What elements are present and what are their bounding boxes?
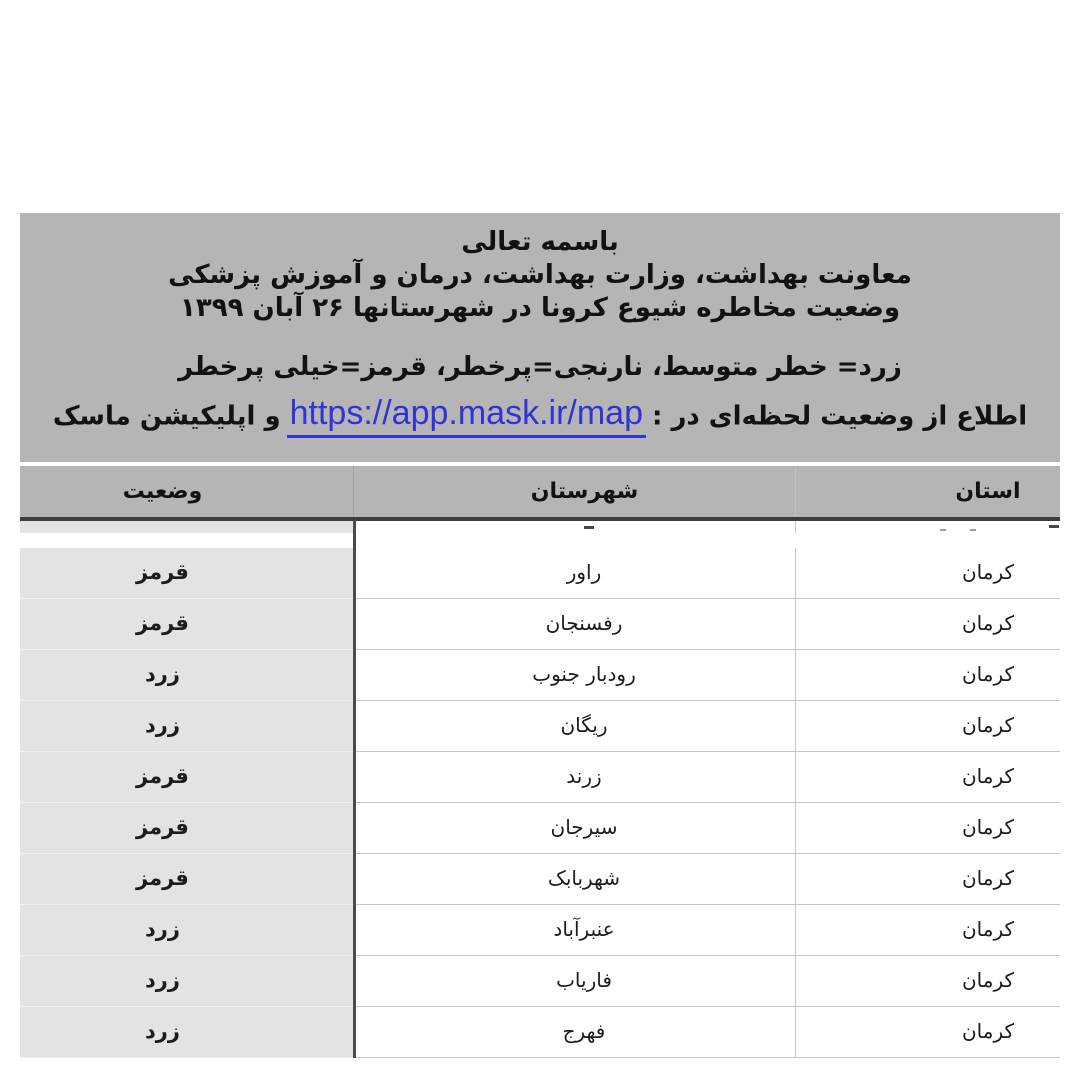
province-cell: کرمان: [795, 548, 1060, 599]
ministry-line: معاونت بهداشت، وزارت بهداشت، درمان و آموزش پزشکی: [168, 260, 912, 290]
table-body: [20, 548, 1060, 1058]
link-prefix-text: اطلاع از وضعیت لحظه‌ای در :: [652, 401, 1028, 432]
province-cell: کرمان: [795, 1007, 1060, 1058]
clipped-status-cell: [20, 521, 353, 533]
city-cell: رفسنجان: [353, 599, 795, 650]
table-row: [20, 650, 1060, 701]
clipped-text-tick: [1049, 525, 1059, 528]
status-cell: زرد: [20, 956, 353, 1007]
city-cell: رودبار جنوب: [353, 650, 795, 701]
clipped-row-strip: [20, 521, 1060, 533]
clipped-text-tick: [970, 529, 976, 531]
province-cell: کرمان: [795, 803, 1060, 854]
link-suffix-text: و اپلیکیشن ماسک: [52, 401, 281, 432]
status-cell: قرمز: [20, 548, 353, 599]
clipped-column-divider: [795, 521, 796, 533]
table-row: [20, 548, 1060, 599]
province-cell: کرمان: [795, 599, 1060, 650]
column-header-province: استان: [795, 466, 1060, 517]
table-row: [20, 803, 1060, 854]
city-cell: راور: [353, 548, 795, 599]
table-row: [20, 752, 1060, 803]
province-cell: کرمان: [795, 650, 1060, 701]
status-cell: قرمز: [20, 803, 353, 854]
status-cell: زرد: [20, 905, 353, 956]
table-row: [20, 854, 1060, 905]
clipped-text-tick: [940, 529, 946, 531]
city-cell: عنبرآباد: [353, 905, 795, 956]
header-box: [20, 213, 1060, 462]
city-cell: زرند: [353, 752, 795, 803]
table-column-header: [20, 466, 1060, 517]
status-cell: قرمز: [20, 854, 353, 905]
province-cell: کرمان: [795, 752, 1060, 803]
status-cell: زرد: [20, 701, 353, 752]
status-cell: زرد: [20, 650, 353, 701]
city-cell: فاریاب: [353, 956, 795, 1007]
province-cell: کرمان: [795, 905, 1060, 956]
province-cell: کرمان: [795, 701, 1060, 752]
clipped-text-tick: [584, 526, 594, 529]
province-cell: کرمان: [795, 956, 1060, 1007]
status-cell: زرد: [20, 1007, 353, 1058]
city-cell: فهرج: [353, 1007, 795, 1058]
city-cell: شهربابک: [353, 854, 795, 905]
province-cell: کرمان: [795, 854, 1060, 905]
status-column-divider: [353, 521, 356, 1058]
status-cell: قرمز: [20, 599, 353, 650]
table-row: [20, 1007, 1060, 1058]
invocation-line: باسمه تعالی: [461, 227, 619, 257]
city-cell: ریگان: [353, 701, 795, 752]
column-header-city: شهرستان: [353, 466, 795, 517]
status-cell: قرمز: [20, 752, 353, 803]
mask-map-url-link[interactable]: https://app.mask.ir/map: [287, 395, 646, 438]
table-row: [20, 599, 1060, 650]
table-row: [20, 701, 1060, 752]
report-title: وضعیت مخاطره شیوع کرونا در شهرستانها ۲۶ آبان ۱۳۹۹: [179, 293, 901, 323]
risk-legend: زرد= خطر متوسط، نارنجی=پرخطر، قرمز=خیلی پرخطر: [178, 352, 902, 382]
link-line: [20, 393, 1060, 440]
column-header-status: وضعیت: [122, 479, 203, 504]
table-row: [20, 905, 1060, 956]
city-cell: سیرجان: [353, 803, 795, 854]
table-row: [20, 956, 1060, 1007]
